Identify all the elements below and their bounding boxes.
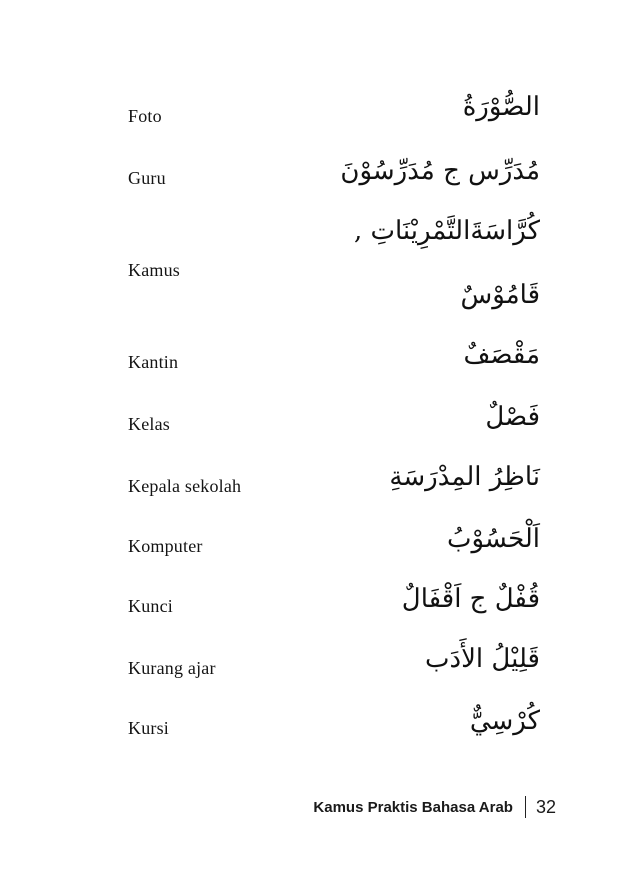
indonesian-word: Guru	[128, 168, 166, 188]
page-number: 32	[535, 796, 556, 817]
arabic-word: قُفْلٌ ج اَقْفَالٌ	[401, 584, 540, 614]
book-title: Kamus Praktis Bahasa Arab	[313, 798, 513, 816]
indonesian-word: Foto	[128, 106, 162, 126]
indonesian-word: Kelas	[128, 414, 170, 434]
arabic-word: الصُّوْرَةُ	[462, 92, 540, 122]
arabic-word-line-2: قَامُوْسٌ	[460, 280, 540, 310]
arabic-word: نَاظِرُ المِدْرَسَةِ	[389, 462, 540, 492]
footer-divider	[525, 796, 526, 818]
indonesian-word: Kepala sekolah	[128, 476, 242, 496]
arabic-word: مَقْصَفٌ	[463, 340, 540, 370]
indonesian-word: Komputer	[128, 536, 203, 556]
indonesian-word: Kurang ajar	[128, 658, 216, 678]
arabic-word: فَصْلٌ	[485, 402, 540, 432]
indonesian-word: Kursi	[128, 718, 169, 738]
indonesian-word: Kamus	[128, 260, 180, 280]
page-footer	[313, 796, 556, 818]
arabic-word: اَلْحَسُوْبُ	[446, 524, 540, 554]
arabic-word: كُرْسِيٌّ	[469, 706, 540, 736]
indonesian-word: Kunci	[128, 596, 173, 616]
indonesian-word: Kantin	[128, 352, 179, 372]
arabic-word-line-1: كُرَّاسَةَالتَّمْرِيْنَاتِ ,	[353, 216, 540, 246]
arabic-word: مُدَرِّس ج مُدَرِّسُوْنَ	[340, 156, 540, 186]
arabic-word: قَلِيْلُ الأَدَب	[425, 644, 540, 674]
